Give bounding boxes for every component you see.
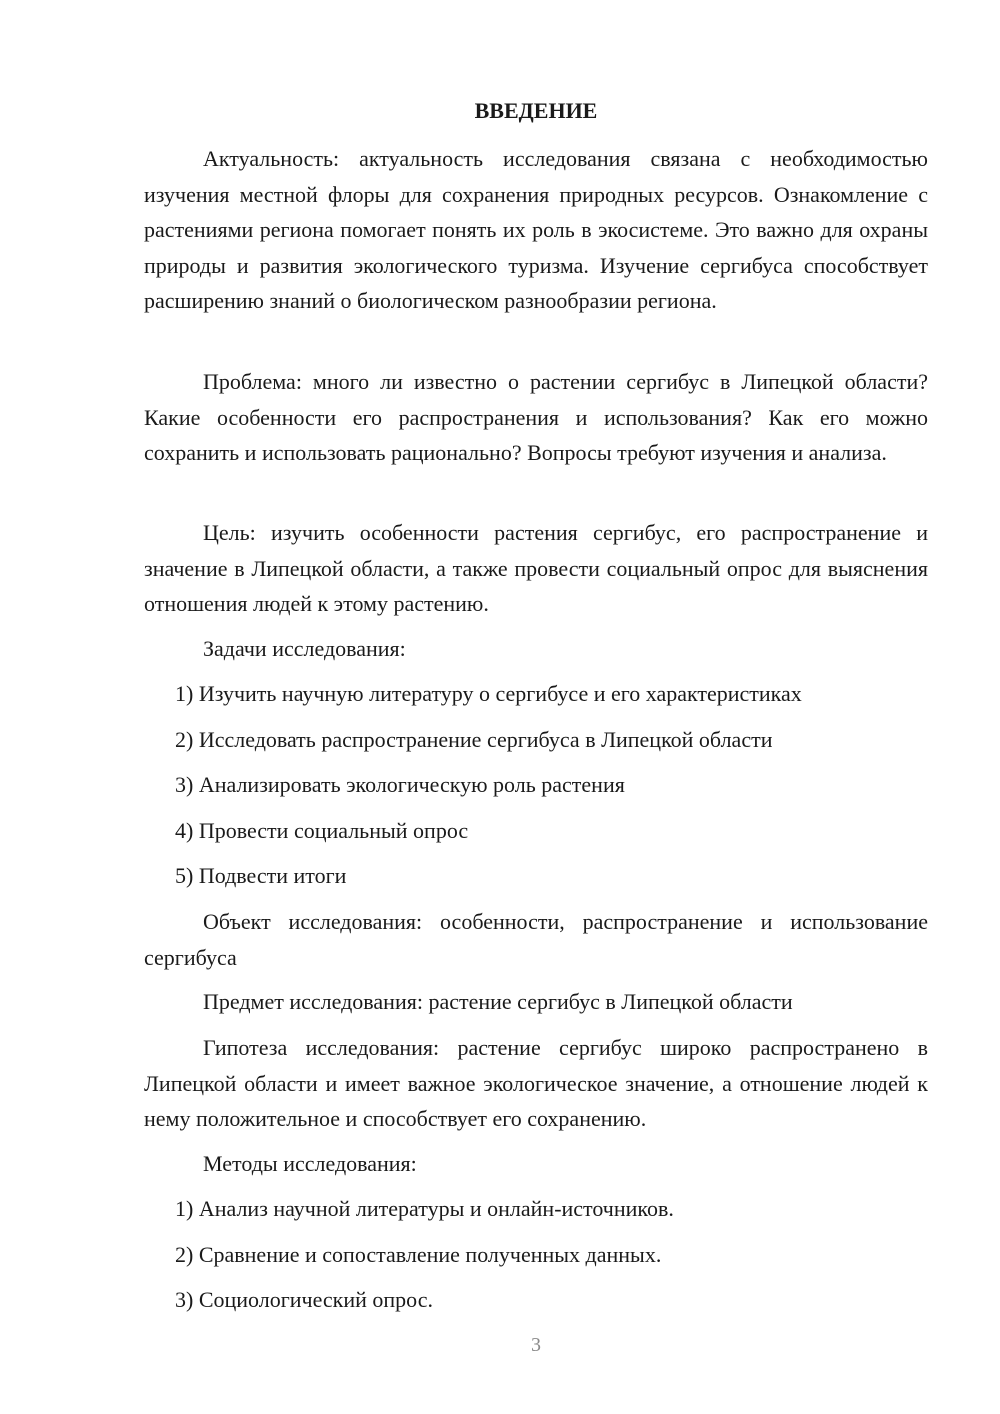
task-item-2: 2) Исследовать распространение сергибуса в Липецкой области [175,727,773,752]
methods-heading: Методы исследования: [203,1151,417,1176]
task-item-1: 1) Изучить научную литературу о сергибусе и его характеристиках [175,681,802,706]
object-paragraph: Объект исследования: особенности, распространение и использование сергибуса [144,909,928,970]
page-title: ВВЕДЕНИЕ [474,98,598,123]
tasks-heading: Задачи исследования: [203,636,406,661]
method-item-2: 2) Сравнение и сопоставление полученных данных. [175,1242,662,1267]
problem-paragraph: Проблема: много ли известно о растении сергибус в Липецкой области? Какие особенности его распространения и использования? Как его можно сохранить и использовать рационально? Вопросы требуют изучения и анализа. [144,369,928,465]
page-number: 3 [531,1334,541,1356]
task-item-4: 4) Провести социальный опрос [175,818,469,843]
task-item-3: 3) Анализировать экологическую роль растения [175,772,625,797]
task-item-5: 5) Подвести итоги [175,863,347,888]
method-item-1: 1) Анализ научной литературы и онлайн-источников. [175,1196,674,1221]
actuality-paragraph: Актуальность: актуальность исследования связана с необходимостью изучения местной флоры для сохранения природных ресурсов. Ознакомление с растениями региона помогает понять их роль в экосистеме. Это важно для охраны природы и развития экологического туризма. Изучение сергибуса способствует расширению знаний о биологическом разнообразии региона. [144,146,928,313]
document-page [144,0,928,1414]
hypothesis-paragraph: Гипотеза исследования: растение сергибус широко распространено в Липецкой области и имеет важное экологическое значение, а отношение людей к нему положительное и способствует его сохранению. [144,1035,928,1131]
subject-paragraph: Предмет исследования: растение сергибус в Липецкой области [203,989,793,1014]
method-item-3: 3) Социологический опрос. [175,1287,433,1312]
goal-paragraph: Цель: изучить особенности растения сергибус, его распространение и значение в Липецкой области, а также провести социальный опрос для выяснения отношения людей к этому растению. [144,520,928,616]
